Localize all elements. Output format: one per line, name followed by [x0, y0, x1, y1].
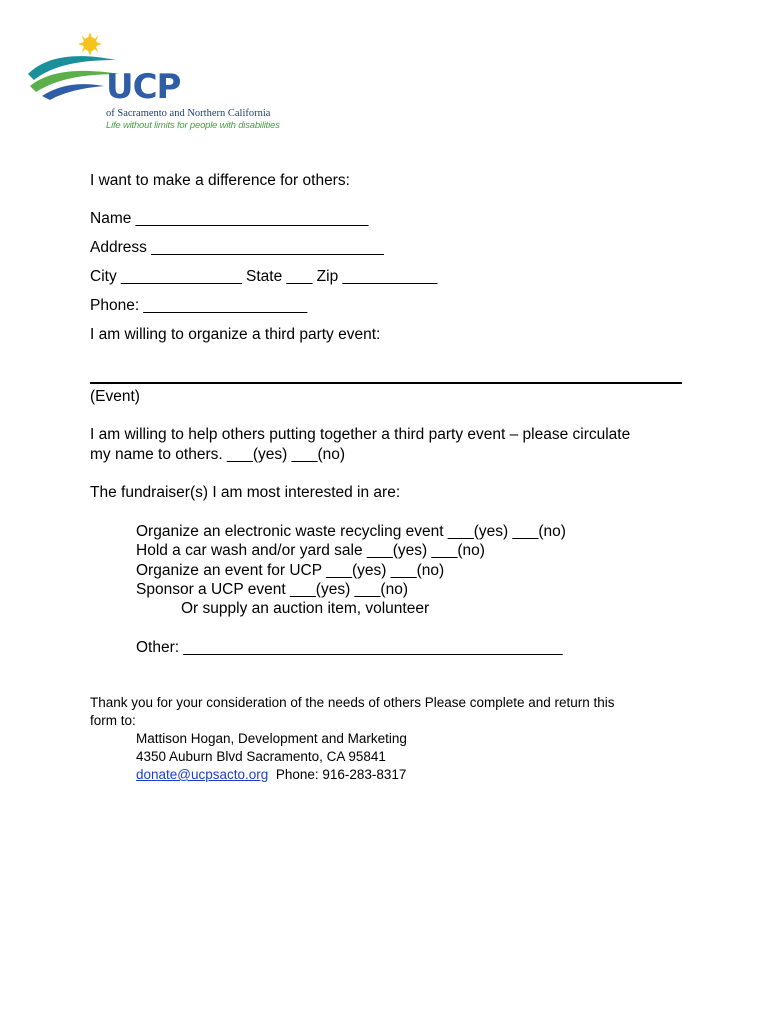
logo-subtitle: of Sacramento and Northern California [106, 108, 271, 119]
event-label: (Event) [90, 388, 140, 405]
contact-name: Mattison Hogan, Development and Marketing [136, 731, 407, 746]
contact-address: 4350 Auburn Blvd Sacramento, CA 95841 [136, 749, 386, 764]
organize-event-prompt: I am willing to organize a third party event: [90, 326, 381, 343]
option-ucp-event: Organize an event for UCP ___(yes) ___(no) [136, 562, 445, 579]
form-intro: I want to make a difference for others: [90, 172, 350, 189]
option-ewaste: Organize an electronic waste recycling event ___(yes) ___(no) [136, 523, 566, 540]
address-field: Address ___________________________ [90, 239, 384, 256]
thanks-line-1: Thank you for your consideration of the needs of others Please complete and return this [90, 695, 615, 710]
help-others-line-2: my name to others. ___(yes) ___(no) [90, 446, 346, 463]
fundraiser-intro: The fundraiser(s) I am most interested in are: [90, 484, 401, 501]
event-blank-line [90, 382, 682, 384]
contact-line [136, 766, 406, 784]
logo-tagline: Life without limits for people with disabilities [106, 120, 280, 131]
phone-field: Phone: ___________________ [90, 297, 308, 314]
ucp-logo [24, 30, 280, 131]
email-link[interactable]: donate@ucpsacto.org [136, 767, 269, 782]
option-sponsor: Sponsor a UCP event ___(yes) ___(no) [136, 581, 408, 598]
thanks-line-2: form to: [90, 713, 136, 728]
logo-wordmark: UCP [106, 67, 181, 107]
other-field: Other: ____________________________________________ [136, 639, 563, 656]
name-field: Name ___________________________ [90, 210, 369, 227]
option-car-wash: Hold a car wash and/or yard sale ___(yes) ___(no) [136, 542, 485, 559]
contact-phone: Phone: 916-283-8317 [275, 767, 407, 782]
help-others-line-1: I am willing to help others putting together a third party event – please circulate [90, 426, 631, 443]
city-state-zip-field: City ______________ State ___ Zip ___________ [90, 268, 438, 285]
option-auction: Or supply an auction item, volunteer [181, 600, 430, 617]
